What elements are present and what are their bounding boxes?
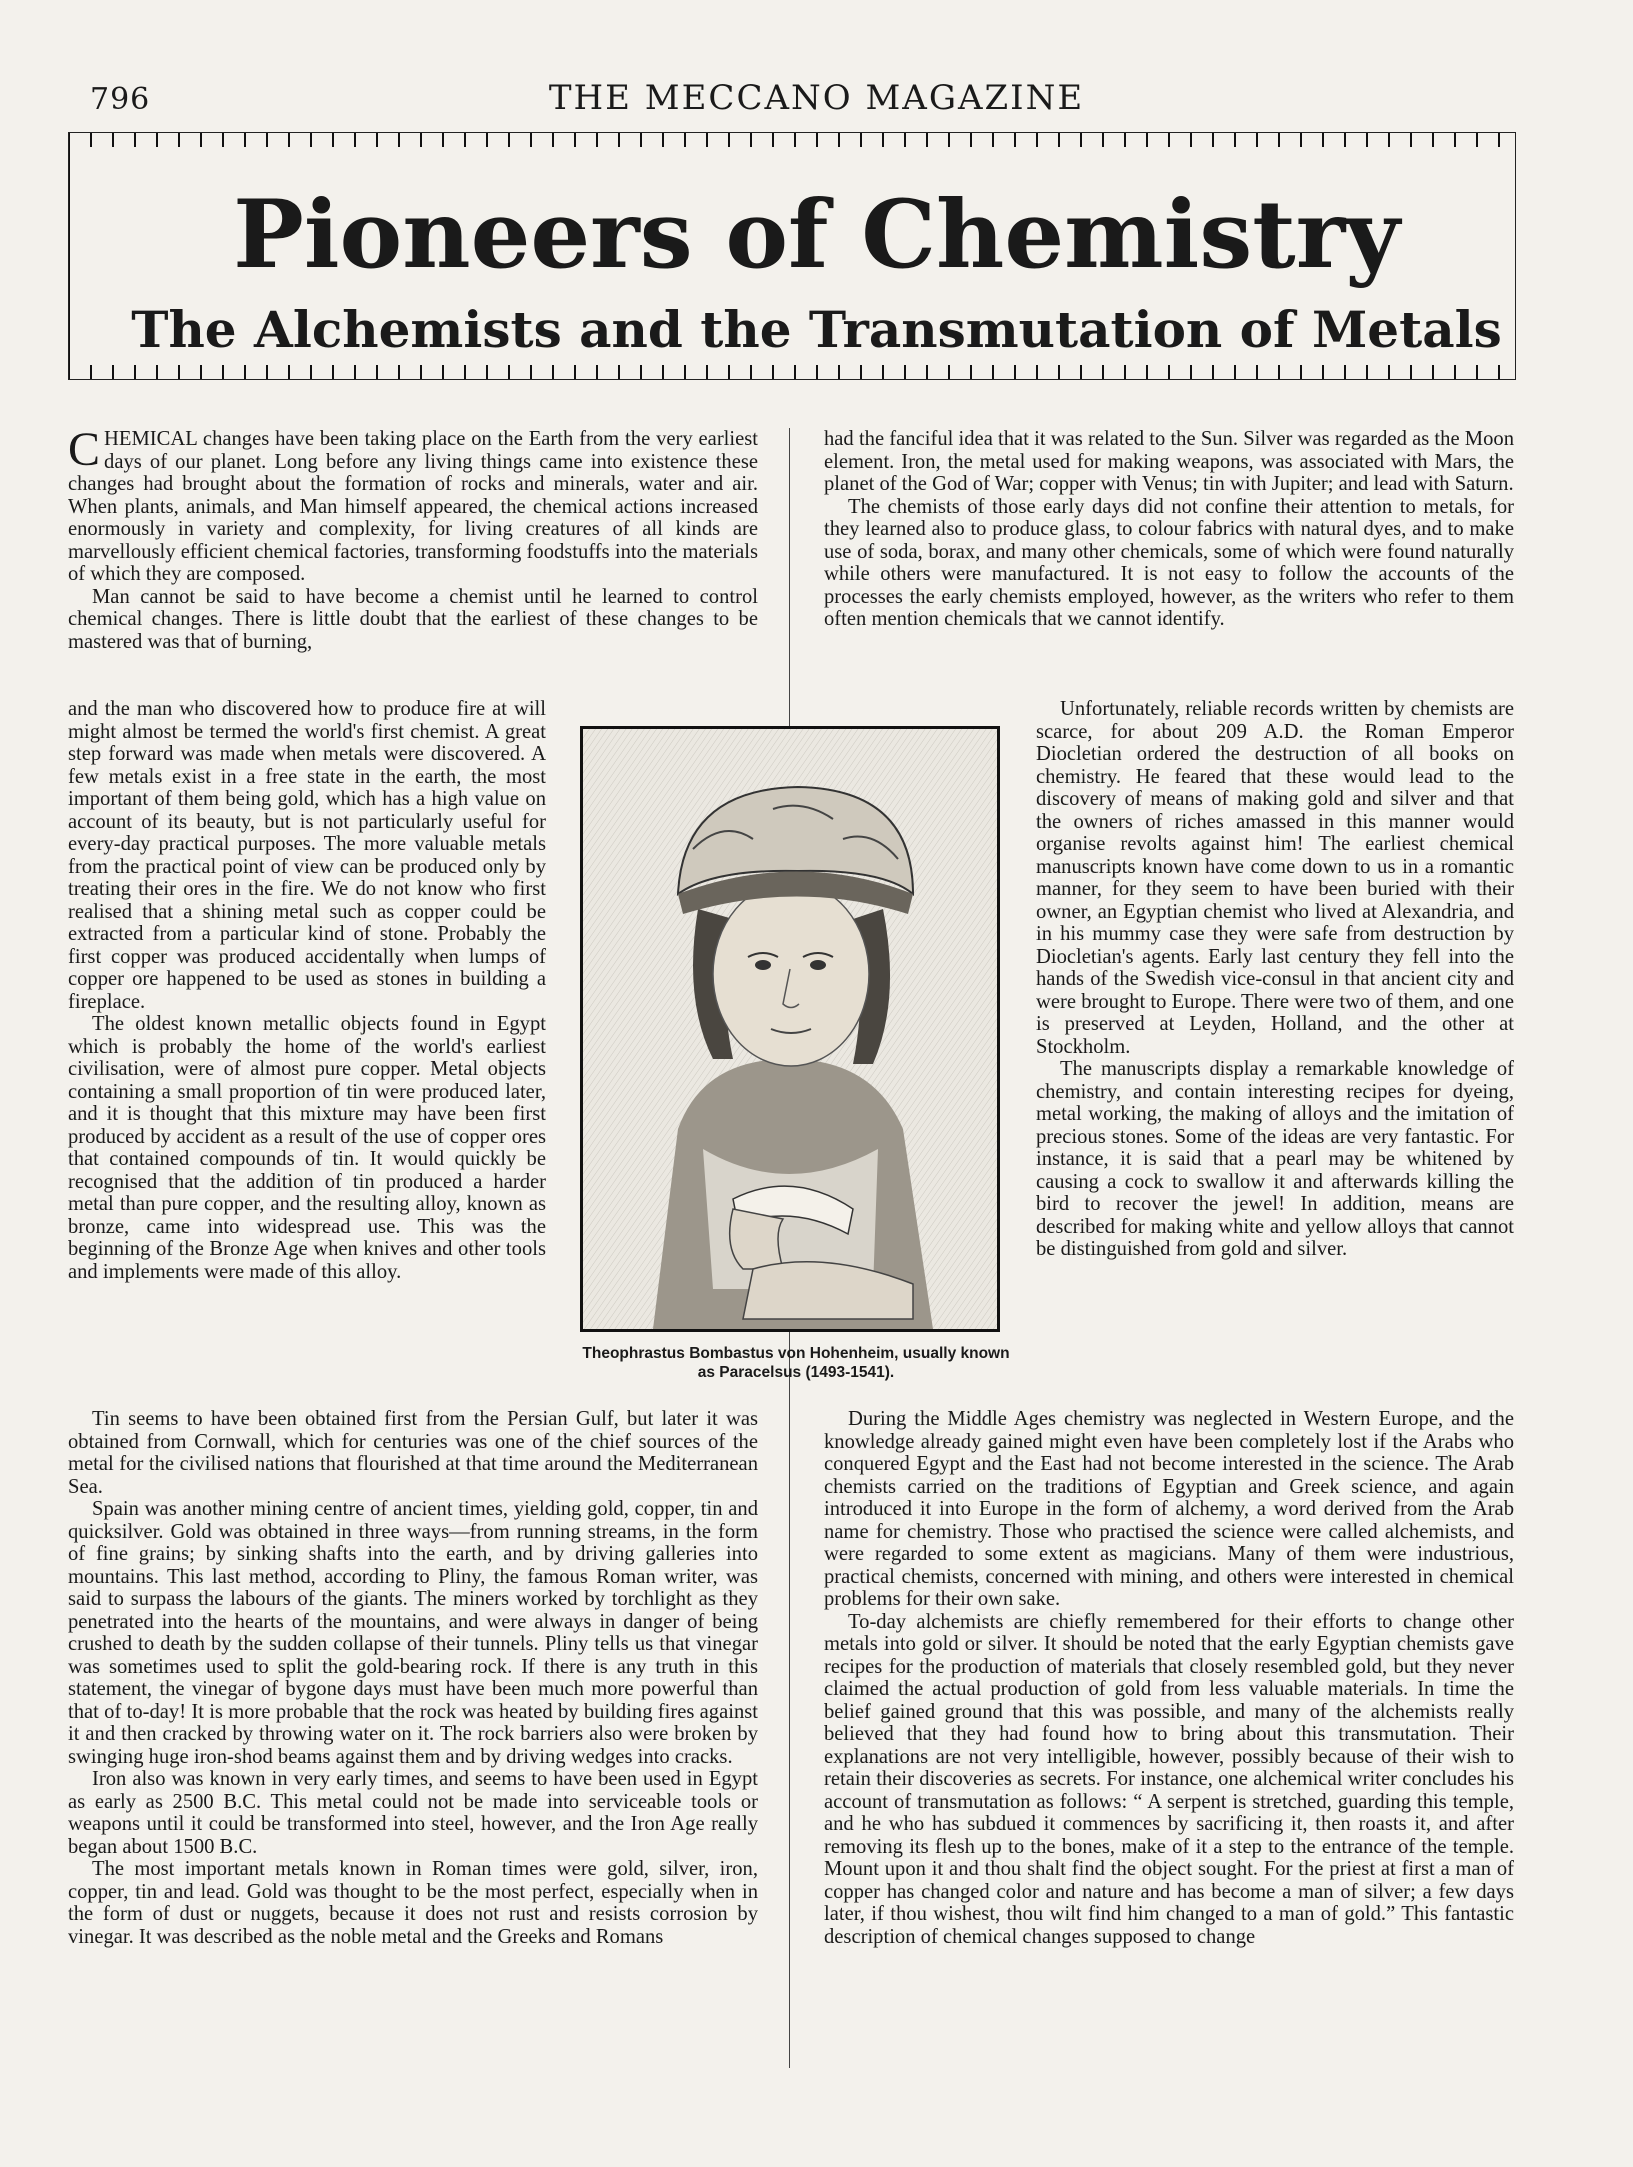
photo-caption: Theophrastus Bombastus von Hohenheim, usually known as Paracelsus (1493-1541). [582,1345,1010,1381]
article-title: Pioneers of Chemistry [233,180,1400,290]
portrait-photo [580,726,1000,1332]
right-column-bottom [824,1408,1514,1948]
right-column-top [824,428,1514,631]
paragraph: had the fanciful idea that it was related to the Sun. Silver was regarded as the Moon element. Iron, the metal used for making weapons, was associated with Mars, the planet of the God of War; copper with Venus; tin with Jupiter; and lead with Saturn. [824,428,1514,495]
paragraph: Unfortunately, reliable records written by chemists are scarce, for about 209 A.D. the Roman Emperor Diocletian ordered the destruction of all books on chemistry. He feared that these would lead to the discovery of means of making gold and silver and that the owners of riches amassed in this manner would organise revolts against him! The earliest chemical manuscripts known have come down to us in a romantic manner, for they seem to have been buried with their owner, an Egyptian chemist who lived at Alexandria, and in his mummy case they were safe from destruction by Diocletian's agents. Early last century they fell into the hands of the Swedish vice-consul in that ancient city and were brought to Europe. There were two of them, and one is preserved at Leyden, Holland, and the other at Stockholm. [1036,698,1514,1058]
paragraph: Iron also was known in very early times, and seems to have been used in Egypt as early as 2500 B.C. This metal could not be made into serviceable tools or weapons until it could be transformed into steel, however, and the Iron Age really began about 1500 B.C. [68,1768,758,1858]
article-subtitle: The Alchemists and the Transmutation of Metals [131,300,1502,359]
page-number: 796 [90,82,151,117]
paragraph: The oldest known metallic objects found in Egypt which is probably the home of the world's earliest civilisation, were of almost pure copper. Metal objects containing a small proportion of tin were produced later, and it is thought that this mixture may have been first produced by accident as a result of the use of copper ores that contained compounds of tin. It would quickly be recognised that the addition of tin produced a harder metal than pure copper, and the resulting alloy, known as bronze, came into widespread use. This was the beginning of the Bronze Age when knives and other tools and implements were made of this alloy. [68,1013,546,1283]
paragraph: Tin seems to have been obtained first from the Persian Gulf, but later it was obtained from Cornwall, which for centuries was one of the chief sources of the metal for the civilised nations that flourished at that time around the Mediterranean Sea. [68,1408,758,1498]
paragraph: During the Middle Ages chemistry was neglected in Western Europe, and the knowledge already gained might even have been completely lost if the Arabs who conquered Egypt and the East had not become interested in the science. The Arab chemists carried on the traditions of Egyptian and Greek science, and again introduced it into Europe in the form of alchemy, a word derived from the Arab name for chemistry. Those who practised the science were called alchemists, and were regarded to some extent as magicians. Many of them were industrious, practical chemists, concerned with mining, and others were interested in chemical problems for their own sake. [824,1408,1514,1610]
paragraph: The most important metals known in Roman times were gold, silver, iron, copper, tin and lead. Gold was thought to be the most perfect, especially when in the form of dust or nuggets, because it does not rust and resists corrosion by vinegar. It was described as the noble metal and the Greeks and Romans [68,1858,758,1948]
masthead: THE MECCANO MAGAZINE [548,78,1085,118]
left-column-narrow [68,698,546,1283]
paragraph: To-day alchemists are chiefly remembered for their efforts to change other metals into gold or silver. It should be noted that the early Egyptian chemists gave recipes for the production of materials that closely resembled gold, but they never claimed the actual production of gold from less valuable materials. In time the belief gained ground that this was possible, and many of the alchemists really believed that they had found how to bring about this transmutation. Their explanations are not very intelligible, however, possibly because of their wish to retain their discoveries as secrets. For instance, one alchemical writer concludes his account of transmutation as follows: “ A serpent is stretched, guarding this temple, and he who has subdued it commences by sacrificing it, then roasts it, and after removing its flesh up to the bones, make of it a step to the entrance of the temple. Mount upon it and thou shalt find the object sought. For the priest at first a man of copper has changed color and nature and has become a man of silver; a few days later, if thou wishest, thou wilt find him changed to a man of gold.” This fantastic description of chemical changes supposed to change [824,1610,1514,1948]
left-column-top [68,423,758,653]
portrait-illustration [583,729,997,1329]
paragraph: The chemists of those early days did not confine their attention to metals, for they learned also to produce glass, to colour fabrics with natural dyes, and to make use of soda, borax, and many other chemicals, some of which were found naturally while others were manufactured. It is not easy to follow the accounts of the processes the early chemists employed, however, as the writers who refer to them often mention chemicals that we cannot identify. [824,495,1514,630]
paragraph: and the man who discovered how to produce fire at will might almost be termed the world's first chemist. A great step forward was made when metals were discovered. A few metals exist in a free state in the earth, the most important of them being gold, which has a high value on account of its beauty, but is not particularly useful for every-day practical purposes. The more valuable metals from the practical point of view can be produced only by treating their ores in the fire. We do not know who first realised that a shining metal such as copper could be extracted from a particular kind of stone. Probably the first copper was produced accidentally when lumps of copper ore happened to be used as stones in building a fireplace. [68,698,546,1013]
paragraph: The manuscripts display a remarkable knowledge of chemistry, and contain interesting recipes for dyeing, metal working, the making of alloys and the imitation of precious stones. Some of the ideas are very fantastic. For instance, it is said that a pearl may be whitened by causing a cock to swallow it and afterwards killing the bird to recover the jewel! In addition, means are described for making white and yellow alloys that cannot be distinguished from gold and silver. [1036,1058,1514,1260]
left-column-bottom [68,1408,758,1948]
drop-cap: C [68,423,101,476]
paragraph: Man cannot be said to have become a chemist until he learned to control chemical changes. There is little doubt that the earliest of these changes to be mastered was that of burning, [68,585,758,653]
right-column-narrow [1036,698,1514,1261]
paragraph: Spain was another mining centre of ancient times, yielding gold, copper, tin and quicksilver. Gold was obtained in three ways—from running streams, in the form of fine grains; by sinking shafts into the earth, and by driving galleries into mountains. This last method, according to Pliny, the famous Roman writer, was said to surpass the labours of the giants. The miners worked by torchlight as they penetrated into the hearts of the mountains, and were always in danger of being crushed to death by the sudden collapse of their tunnels. Pliny tells us that vinegar was sometimes used to split the gold-bearing rock. If there is any truth in this statement, the vinegar of bygone days must have been much more powerful than that of to-day! It is more probable that the rock was heated by building fires against it and then cracked by throwing water on it. The rock barriers also were broken by swinging huge iron-shod beams against them and by driving wedges into cracks. [68,1498,758,1768]
paragraph-text: HEMICAL changes have been taking place on the Earth from the very earliest days of our planet. Long before any living things came into existence these changes had brought about the formation of rocks and minerals, water and air. When plants, animals, and Man himself appeared, the chemical actions increased enormously in variety and complexity, for living creatures of all kinds are marvellously efficient chemical factories, transforming foodstuffs into the materials of which they are composed. [68,428,758,585]
paragraph [68,423,758,586]
